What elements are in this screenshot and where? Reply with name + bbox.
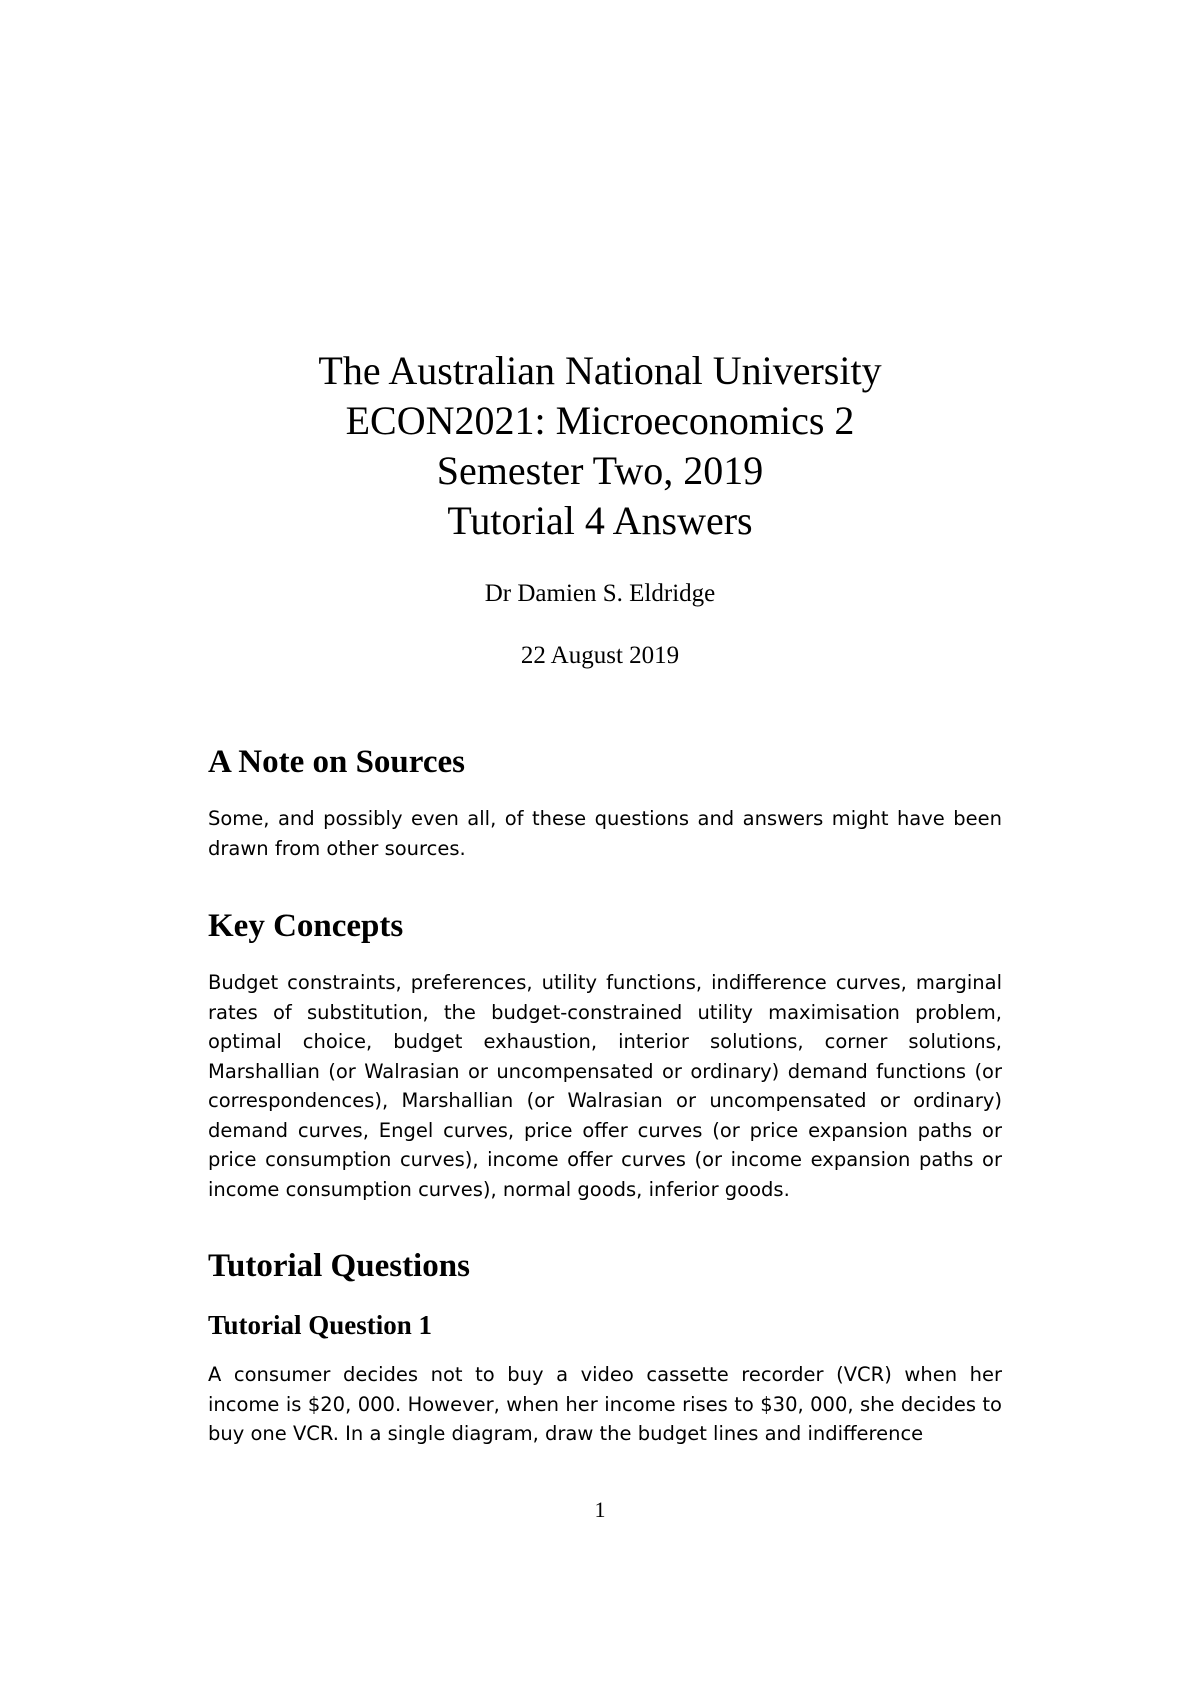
author: Dr Damien S. Eldridge [484,580,716,607]
title-block [0,346,1200,546]
subsection-heading-question-1: Tutorial Question 1 [208,1310,433,1340]
section-tutorial-questions [208,1246,1002,1449]
date: 22 August 2019 [520,642,680,669]
sources-paragraph: Some, and possibly even all, of these questions and answers might have been drawn from other sources. [208,807,1002,860]
section-heading-key-concepts: Key Concepts [208,908,404,944]
title-document: Tutorial 4 Answers [447,498,753,543]
section-heading-sources: A Note on Sources [208,744,465,780]
question-1-paragraph: A consumer decides not to buy a video cassette recorder (VCR) when her income is $20, 000. However, when her income rises to $30, 000, she decides to buy one VCR. In a single diagram, draw the budget lines and indifference [208,1363,1002,1445]
section-sources [208,742,1002,863]
title-university: The Australian National University [318,348,882,393]
section-key-concepts [208,906,1002,1204]
title-course: ECON2021: Microeconomics 2 [345,398,855,443]
section-heading-tutorial-questions: Tutorial Questions [208,1248,470,1284]
key-concepts-paragraph: Budget constraints, preferences, utility functions, indifference curves, marginal rates of substitution, the budget-constrained utility maximisation problem, optimal choice, budget exhaustion, interior solutions, corner solutions, Marshallian (or Walrasian or uncompensated or ordinary) demand functions (or correspondences), Marshallian (or Walrasian or uncompensated or ordinary) demand curves, Engel curves, price offer curves (or price expansion paths or price consumption curves), income offer curves (or income expansion paths or income consumption curves), normal goods, inferior goods. [208,971,1002,1201]
title-semester: Semester Two, 2019 [436,448,764,493]
page-number: 1 [594,1497,606,1522]
